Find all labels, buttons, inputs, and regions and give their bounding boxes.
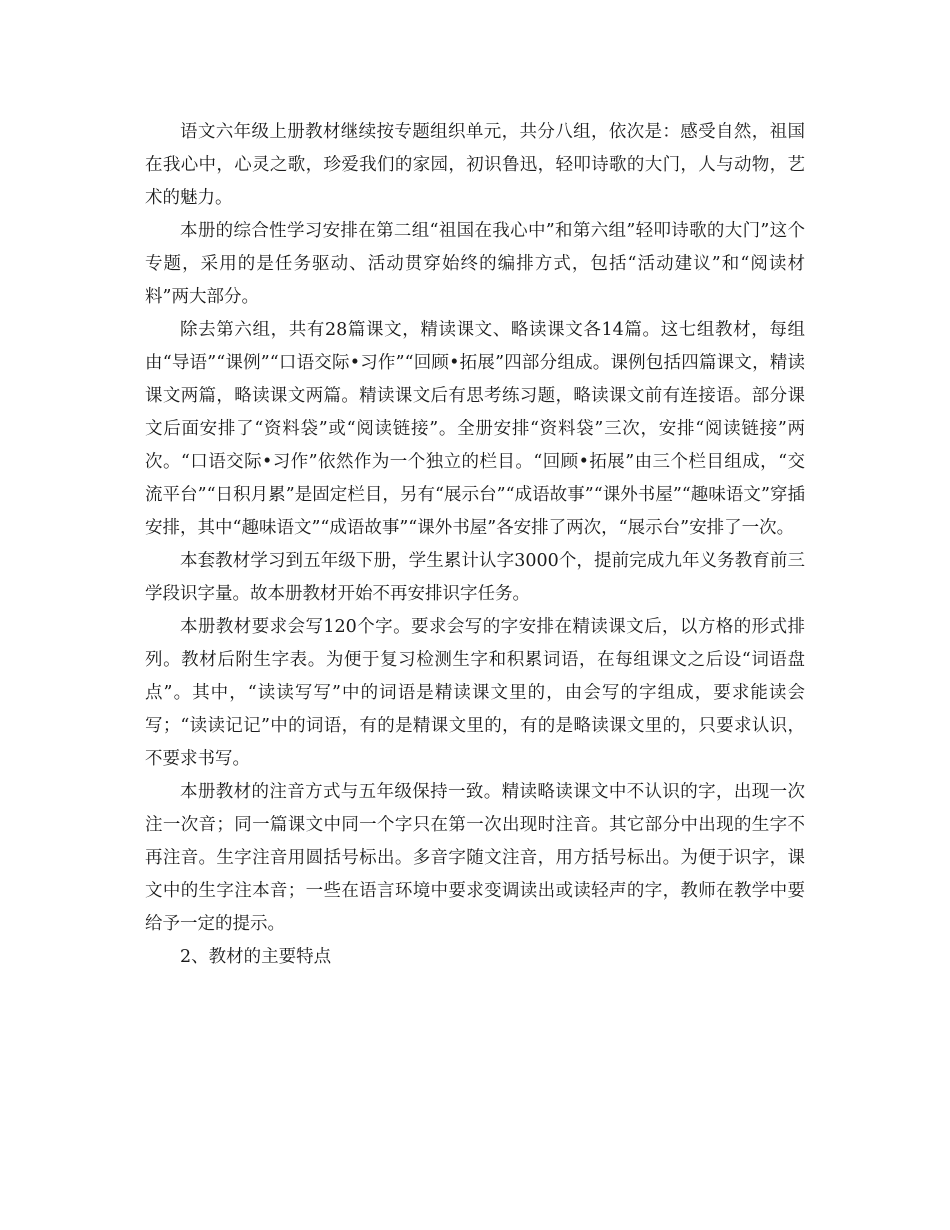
paragraph-lesson-structure: 除去第六组，共有28篇课文，精读课文、略读课文各14篇。这七组教材，每组由“导语”“课例”“口语交际•习作”“回顾•拓展”四部分组成。课例包括四篇课文，精读课文两篇，略读课文两篇。精读课文后有思考练习题，略读课文前有连接语。部分课文后面安排了“资料袋”或“阅读链接”。全册安排“资料袋”三次，安排“阅读链接”两次。“口语交际•习作”依然作为一个独立的栏目。“回顾•拓展”由三个栏目组成，“交流平台”“日积月累”是固定栏目，另有“展示台”“成语故事”“课外书屋”“趣味语文”穿插安排，其中“趣味语文”“成语故事”“课外书屋”各安排了两次，“展示台”安排了一次。 [145, 320, 805, 538]
section-heading: 2、教材的主要特点 [180, 947, 332, 967]
paragraph-comprehensive-learning: 本册的综合性学习安排在第二组“祖国在我心中”和第六组”轻叩诗歌的大门”这个专题，采用的是任务驱动、活动贯穿始终的编排方式，包括“活动建议”和“阅读材料”两大部分。 [145, 221, 805, 307]
paragraph-units-overview: 语文六年级上册教材继续按专题组织单元，共分八组，依次是：感受自然，祖国在我心中，心灵之歌，珍爱我们的家园，初识鲁迅，轻叩诗歌的大门，人与动物，艺术的魅力。 [145, 122, 805, 208]
document-body [145, 116, 805, 974]
paragraph-pinyin-annotation: 本册教材的注音方式与五年级保持一致。精读略读课文中不认识的字，出现一次注一次音；同一篇课文中同一个字只在第一次出现时注音。其它部分中出现的生字不再注音。生字注音用圆括号标出。多音字随文注音，用方括号标出。为便于识字，课文中的生字注本音；一些在语言环境中要求变调读出或读轻声的字，教师在教学中要给予一定的提示。 [145, 782, 805, 934]
paragraph-character-recognition: 本套教材学习到五年级下册，学生累计认字3000个，提前完成九年义务教育前三学段识字量。故本册教材开始不再安排识字任务。 [145, 551, 805, 604]
paragraph-writing-requirements: 本册教材要求会写120个字。要求会写的字安排在精读课文后，以方格的形式排列。教材后附生字表。为便于复习检测生字和积累词语，在每组课文之后设“词语盘点”。其中，“读读写写”中的词语是精读课文里的，由会写的字组成，要求能读会写；“读读记记”中的词语，有的是精课文里的，有的是略读课文里的，只要求认识，不要求书写。 [145, 617, 805, 769]
